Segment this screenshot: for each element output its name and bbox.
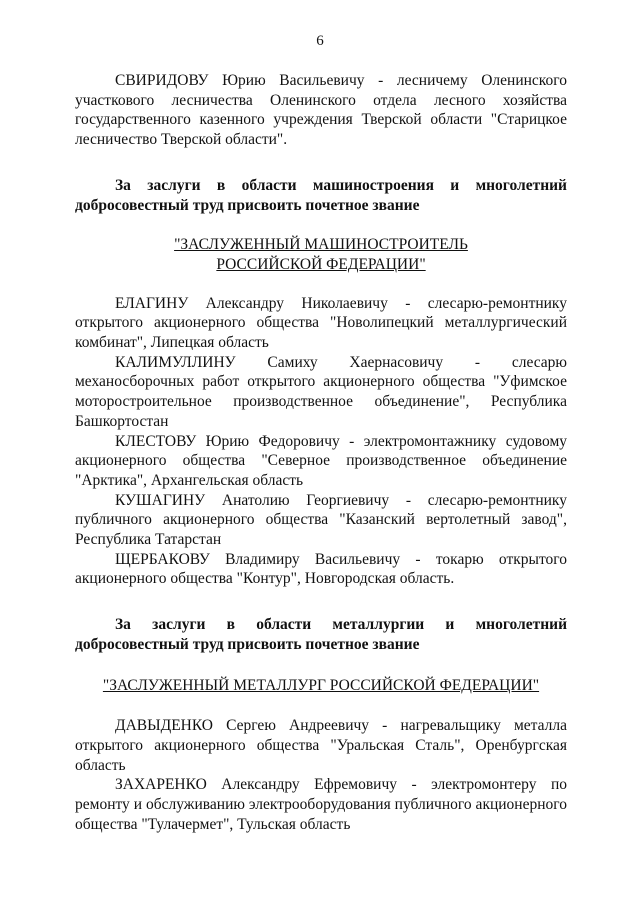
honorary-title-metallurgist: [75, 676, 567, 696]
award-entry: ЗАХАРЕНКО Александру Ефремовичу - электромонтеру по ремонту и обслуживанию электрооборудования публичного акционерного общества "Тулачермет", Тульская область: [75, 776, 567, 833]
page-number: 6: [316, 33, 324, 49]
section-lead-machine-building: За заслуги в области машиностроения и многолетний добросовестный труд присвоить почетное звание: [75, 176, 567, 214]
award-entry: СВИРИДОВУ Юрию Васильевичу - лесничему Оленинского участкового лесничества Оленинского отдела лесного хозяйства государственного казенного учреждения Тверской области "Старицкое лесничество Тверской области".: [75, 72, 567, 149]
award-entry: ЕЛАГИНУ Александру Николаевичу - слесарю-ремонтнику открытого акционерного общества "Новолипецкий металлургический комбинат", Липецкая область: [75, 294, 567, 352]
award-entry: КЛЕСТОВУ Юрию Федоровичу - электромонтажнику судовому акционерного общества "Северное производственное объединение "Арктика", Архангельская область: [75, 432, 567, 489]
award-entry: КУШАГИНУ Анатолию Георгиевичу - слесарю-ремонтнику публичного акционерного общества "Казанский вертолетный завод", Республика Татарстан: [75, 491, 567, 549]
award-entry: КАЛИМУЛЛИНУ Самиху Хаернасовичу - слесарю механосборочных работ открытого акционерного общества "Уфимское моторостроительное производственное объединение", Республика Башкортостан: [75, 353, 567, 430]
document-body: [75, 71, 567, 835]
honorary-title-machine-builder: [75, 235, 567, 274]
section-lead-metallurgy: За заслуги в области металлургии и многолетний добросовестный труд присвоить почетное звание: [75, 616, 567, 653]
award-entry: ДАВЫДЕНКО Сергею Андреевичу - нагревальщику металла открытого акционерного общества "Уральская Сталь", Оренбургская область: [75, 717, 567, 774]
honorary-title-line: "ЗАСЛУЖЕННЫЙ МАШИНОСТРОИТЕЛЬ: [174, 236, 468, 254]
honorary-title-line: РОССИЙСКОЙ ФЕДЕРАЦИИ": [216, 255, 426, 273]
award-entry: ЩЕРБАКОВУ Владимиру Васильевичу - токарю открытого акционерного общества "Контур", Новгородская область.: [75, 550, 567, 588]
honorary-title-line: "ЗАСЛУЖЕННЫЙ МЕТАЛЛУРГ РОССИЙСКОЙ ФЕДЕРАЦИИ": [102, 676, 540, 694]
